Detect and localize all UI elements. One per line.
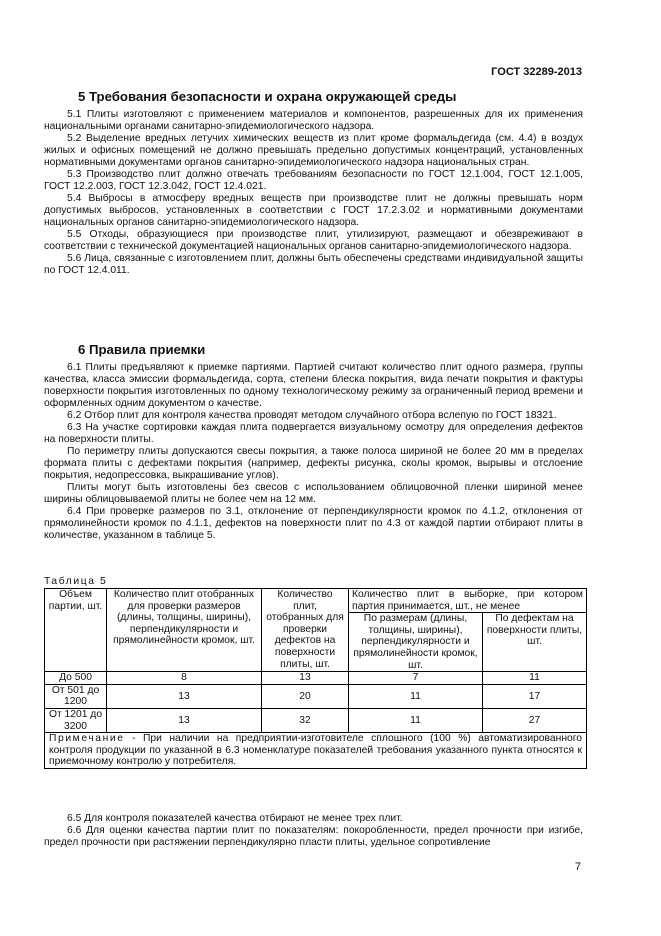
- note-text: - При наличии на предприятии-изготовителе сплошного (100 %) автоматизированного контроля продукции по указанной в 6.3 номенклатуре показателей требования указанного пункта относятся к приемочному контролю у потребителя.: [49, 733, 582, 768]
- doc-code-header: ГОСТ 32289-2013: [491, 66, 582, 78]
- cell-accept-size: 11: [349, 708, 483, 732]
- paragraph-5-4: 5.4 Выбросы в атмосферу вредных веществ при производстве плит не должны превышать норм допустимых выбросов, установленных в соответствии с ГОСТ 17.2.3.02 и нормативными документами национальных органов санитарно-эпидемиологического надзора.: [44, 193, 583, 229]
- cell-selected-defect: 13: [262, 672, 349, 685]
- header-lot-size: Объем партии, шт.: [45, 589, 107, 672]
- header-acceptance-group: Количество плит в выборке, при котором партия принимается, шт., не менее: [349, 589, 587, 613]
- header-selected-size-check: Количество плит отобранных для проверки размеров (длины, толщины, ширины), перпендикулярности и прямолинейности кромок, шт.: [107, 589, 262, 672]
- section-6-title: 6 Правила приемки: [78, 342, 206, 357]
- cell-lot: От 501 до 1200: [45, 684, 107, 708]
- paragraph-5-3: 5.3 Производство плит должно отвечать требованиям безопасности по ГОСТ 12.1.004, ГОСТ 12.1.005, ГОСТ 12.2.003, ГОСТ 12.3.042, ГОСТ 12.4.021.: [44, 169, 583, 193]
- cell-accept-defect: 11: [483, 672, 587, 685]
- cell-lot: От 1201 до 3200: [45, 708, 107, 732]
- header-accept-size: По размерам (длины, толщины, ширины), перпендикулярности и прямолинейности кромок, шт.: [349, 613, 483, 672]
- paragraph-6-2: 6.2 Отбор плит для контроля качества проводят методом случайного отбора вслепую по ГОСТ 18321.: [67, 409, 557, 421]
- note-label: Примечание: [49, 733, 125, 745]
- paragraph-6-4: 6.4 При проверке размеров по 3.1, отклонение от перпендикулярности кромок по 4.1.2, отклонения от прямолинейности кромок по 4.1.1, дефектов на поверхности плит по 4.3 от каждой партии отбирают плиты в количестве, указанном в таблице 5.: [44, 506, 583, 542]
- paragraph-5-6: 5.6 Лица, связанные с изготовлением плит, должны быть обеспечены средствами индивидуальной защиты по ГОСТ 12.4.011.: [44, 253, 583, 277]
- paragraph-6-3-no-overhang: Плиты могут быть изготовлены без свесов с использованием облицовочной пленки шириной менее ширины облицовываемой плиты не более чем на 12 мм.: [44, 482, 583, 506]
- table-header-row: [45, 589, 587, 613]
- cell-selected-size: 13: [107, 684, 262, 708]
- paragraph-6-1: 6.1 Плиты предъявляют к приемке партиями. Партией считают количество плит одного размера, группы качества, класса эмиссии формальдегида, сорта, степени блеска покрытия, вида печати покрытия и фактуры поверхности покрытия изготовленных по одному технологическому режиму за ограниченный период времени и оформленных одним документом о качестве.: [44, 362, 583, 409]
- page-number: 7: [574, 861, 581, 873]
- cell-accept-defect: 27: [483, 708, 587, 732]
- header-selected-defect-check: Количество плит, отобранных для проверки дефектов на поверхности плиты, шт.: [262, 589, 349, 672]
- table-row: [45, 684, 587, 708]
- cell-selected-defect: 20: [262, 684, 349, 708]
- cell-selected-size: 13: [107, 708, 262, 732]
- cell-accept-size: 11: [349, 684, 483, 708]
- section-6-body: [44, 362, 583, 542]
- after-table-body: [44, 813, 583, 849]
- table-note-row: [45, 733, 587, 769]
- cell-selected-size: 8: [107, 672, 262, 685]
- header-accept-defect: По дефектам на поверхности плиты, шт.: [483, 613, 587, 672]
- table-5: [44, 588, 587, 769]
- cell-selected-defect: 32: [262, 708, 349, 732]
- table-note: [45, 733, 587, 769]
- table-row: [45, 708, 587, 732]
- cell-accept-defect: 17: [483, 684, 587, 708]
- table-5-caption: Таблица 5: [44, 576, 108, 587]
- paragraph-6-5: 6.5 Для контроля показателей качества отбирают не менее трех плит.: [67, 813, 403, 824]
- section-5-title: 5 Требования безопасности и охрана окружающей среды: [78, 89, 457, 104]
- cell-lot: До 500: [45, 672, 107, 685]
- table-row: [45, 672, 587, 685]
- cell-accept-size: 7: [349, 672, 483, 685]
- paragraph-5-2: 5.2 Выделение вредных летучих химических веществ из плит кроме формальдегида (см. 4.4) в воздух жилых и офисных помещений не должно превышать предельно допустимых концентраций, установленных нормативными документами органов санитарно-эпидемиологического надзора национальных стран.: [44, 133, 583, 168]
- paragraph-6-3-perimeter: По периметру плиты допускаются свесы покрытия, а также полоса шириной не более 20 мм в пределах формата плиты с дефектами покрытия (например, дефекты рисунка, сколы кромок, вырывы и отслоение покрытия, недопрессовка, выкрашивание углов).: [44, 446, 583, 482]
- section-5-body: [44, 109, 583, 277]
- paragraph-6-3: 6.3 На участке сортировки каждая плита подвергается визуальному осмотру для определения дефектов на поверхности плиты.: [44, 422, 583, 446]
- paragraph-5-1: 5.1 Плиты изготовляют с применением материалов и компонентов, разрешенных для их применения национальными органами санитарно-эпидемиологического надзора.: [44, 109, 583, 132]
- paragraph-5-5: 5.5 Отходы, образующиеся при производстве плит, утилизируют, размещают и обезвреживают в соответствии с технической документацией национальных органов санитарно-эпидемиологического надзора.: [44, 229, 583, 253]
- paragraph-6-6: 6.6 Для оценки качества партии плит по показателям: покоробленности, предел прочности при изгибе, предел прочности при растяжении перпендикулярно пласти плиты, удельное сопротивление: [44, 825, 583, 849]
